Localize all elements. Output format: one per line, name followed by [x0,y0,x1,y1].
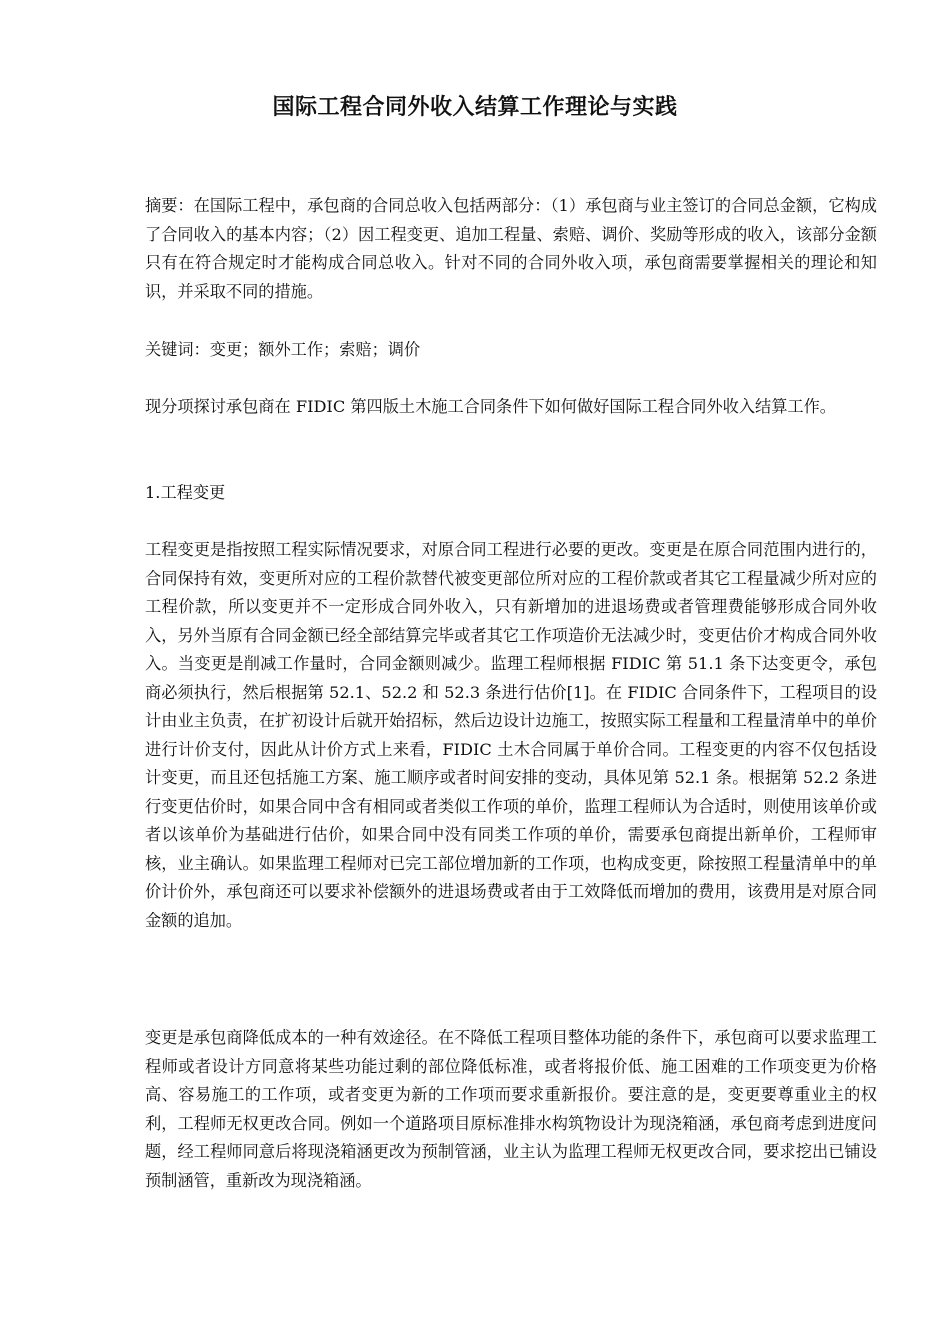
keywords-line: 关键词：变更；额外工作；索赔；调价 [145,340,421,359]
section-heading: 1.工程变更 [145,483,226,502]
document-title: 国际工程合同外收入结算工作理论与实践 [272,94,678,120]
abstract-paragraph: 摘要：在国际工程中，承包商的合同总收入包括两部分：（1）承包商与业主签订的合同总金额，它构成了合同收入的基本内容；（2）因工程变更、追加工程量、索赔、调价、奖励等形成的收入，该部分金额只有在符合规定时才能构成合同总收入。针对不同的合同外收入项，承包商需要掌握相关的理论和知识，并采取不同的措施。 [145,196,877,301]
intro-paragraph: 现分项探讨承包商在 FIDIC 第四版土木施工合同条件下如何做好国际工程合同外收入结算工作。 [145,397,836,416]
body-paragraph: 工程变更是指按照工程实际情况要求，对原合同工程进行必要的更改。变更是在原合同范围内进行的，合同保持有效，变更所对应的工程价款替代被变更部位所对应的工程价款或者其它工程量减少所对应的工程价款，所以变更并不一定形成合同外收入，只有新增加的进退场费或者管理费能够形成合同外收入，另外当原有合同金额已经全部结算完毕或者其它工作项造价无法减少时，变更估价才构成合同外收入。当变更是削减工作量时，合同金额则减少。监理工程师根据 FIDIC 第 51.1 条下达变更令，承包商必须执行，然后根据第 52.1、52.2 和 52.3 条进行估价[1]。在 FIDIC 合同条件下，工程项目的设计由业主负责，在扩初设计后就开始招标，然后边设计边施工，按照实际工程量和工程量清单中的单价进行计价支付，因此从计价方式上来看，FIDIC 土木合同属于单价合同。工程变更的内容不仅包括设计变更，而且还包括施工方案、施工顺序或者时间安排的变动，具体见第 52.1 条。根据第 52.2 条进行变更估价时，如果合同中含有相同或者类似工作项的单价，监理工程师认为合适时，则使用该单价或者以该单价为基础进行估价，如果合同中没有同类工作项的单价，需要承包商提出新单价，工程师审核，业主确认。如果监理工程师对已完工部位增加新的工作项，也构成变更，除按照工程量清单中的单价计价外，承包商还可以要求补偿额外的进退场费或者由于工效降低而增加的费用，该费用是对原合同金额的追加。 [145,540,877,930]
body-paragraph: 变更是承包商降低成本的一种有效途径。在不降低工程项目整体功能的条件下，承包商可以要求监理工程师或者设计方同意将某些功能过剩的部位降低标准，或者将报价低、施工困难的工作项变更为价格高、容易施工的工作项，或者变更为新的工作项而要求重新报价。要注意的是，变更要尊重业主的权利，工程师无权更改合同。例如一个道路项目原标准排水构筑物设计为现浇箱涵，承包商考虑到进度问题，经工程师同意后将现浇箱涵更改为预制管涵，业主认为监理工程师无权更改合同，要求挖出已铺设预制涵管，重新改为现浇箱涵。 [145,1028,877,1190]
